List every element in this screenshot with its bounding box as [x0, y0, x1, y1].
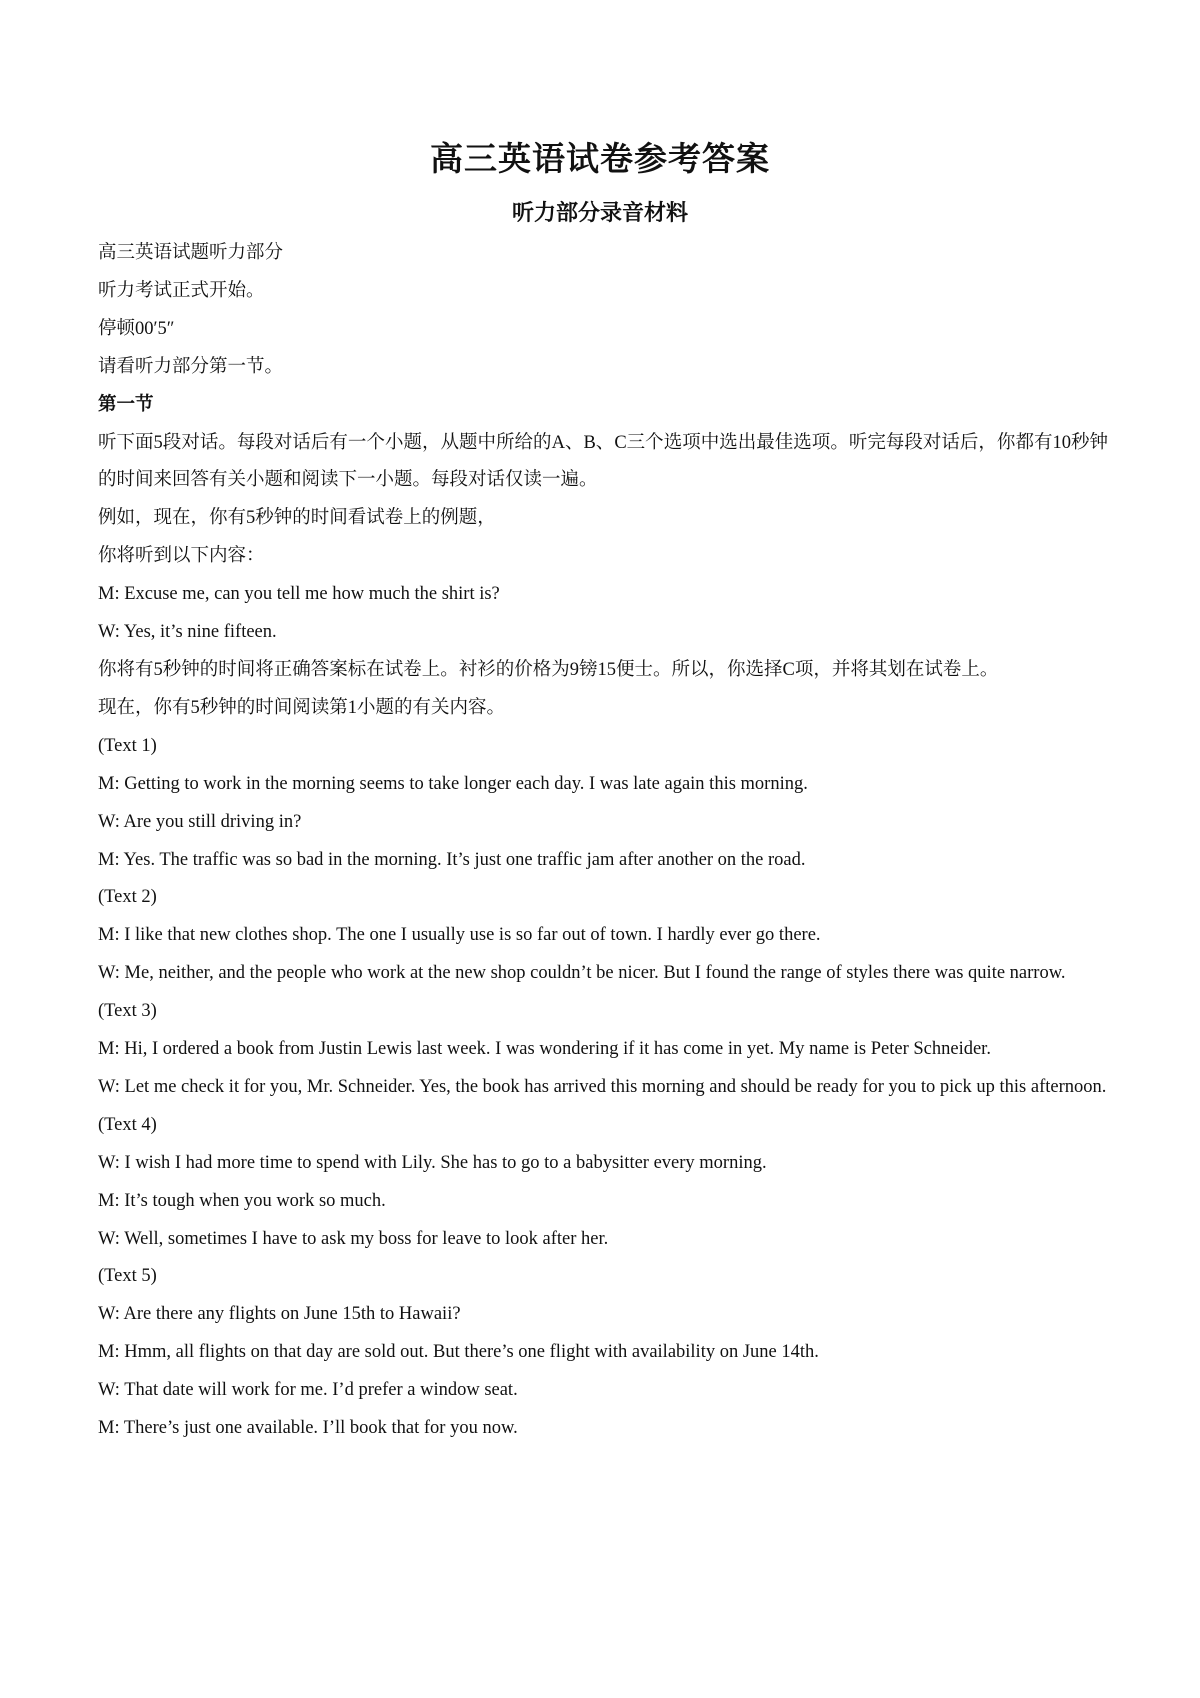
dialogue-line: W: Me, neither, and the people who work at the new shop couldn’t be nicer. But I found the range of styles there was quite narrow.	[98, 963, 1066, 984]
text-label: (Text 3)	[98, 1001, 157, 1022]
dialogue-line: M: Getting to work in the morning seems to take longer each day. I was late again this morning.	[98, 773, 808, 794]
example-line-w: W: Yes, it’s nine fifteen.	[98, 622, 277, 643]
dialogue-line: W: Are you still driving in?	[98, 811, 302, 832]
dialogue-line: W: That date will work for me. I’d prefer a window seat.	[98, 1380, 518, 1401]
intro-start: 听力考试正式开始。	[98, 280, 265, 301]
dialogue-line: M: There’s just one available. I’ll book that for you now.	[98, 1418, 518, 1439]
example-answer: 你将有5秒钟的时间将正确答案标在试卷上。衬衫的价格为9镑15便士。所以，你选择C项，并将其划在试卷上。	[98, 659, 999, 680]
dialogue-line: W: Are there any flights on June 15th to Hawaii?	[98, 1304, 461, 1325]
dialogue-line: W: Let me check it for you, Mr. Schneider. Yes, the book has arrived this morning and should be ready for you to pick up this afternoon.	[98, 1076, 1107, 1097]
dialogue-line: M: Yes. The traffic was so bad in the morning. It’s just one traffic jam after another on the road.	[98, 849, 806, 870]
text-label: (Text 5)	[98, 1266, 157, 1287]
intro-heading: 高三英语试题听力部分	[98, 243, 284, 263]
example-line-m: M: Excuse me, can you tell me how much the shirt is?	[98, 584, 500, 605]
dialogue-line: M: Hmm, all flights on that day are sold out. But there’s one flight with availability on June 14th.	[98, 1342, 819, 1363]
document-subtitle: 听力部分录音材料	[511, 200, 688, 225]
dialogue-line: M: Hi, I ordered a book from Justin Lewis last week. I was wondering if it has come in yet. My name is Peter Schneider.	[98, 1039, 991, 1060]
dialogue-line: M: It’s tough when you work so much.	[98, 1190, 386, 1211]
text-label: (Text 4)	[98, 1114, 157, 1135]
now-read: 现在，你有5秒钟的时间阅读第1小题的有关内容。	[98, 697, 506, 718]
transcript-body	[98, 235, 1108, 1448]
text-label: (Text 2)	[98, 887, 157, 908]
dialogue-line: W: Well, sometimes I have to ask my boss for leave to look after her.	[98, 1228, 609, 1249]
text-label: (Text 1)	[98, 735, 157, 756]
intro-pause: 停顿00′5″	[98, 318, 175, 339]
dialogue-line: M: I like that new clothes shop. The one I usually use is so far out of town. I hardly ever go there.	[98, 925, 821, 946]
section-directions: 听下面5段对话。每段对话后有一个小题，从题中所给的A、B、C三个选项中选出最佳选项。听完每段对话后，你都有10秒钟的时间来回答有关小题和阅读下一小题。每段对话仅读一遍。	[98, 432, 1108, 491]
document-title: 高三英语试卷参考答案	[430, 142, 770, 178]
example-listen: 你将听到以下内容：	[98, 546, 265, 567]
dialogue-line: W: I wish I had more time to spend with Lily. She has to go to a babysitter every morning.	[98, 1152, 767, 1173]
intro-instruction: 请看听力部分第一节。	[98, 356, 284, 377]
section-heading: 第一节	[98, 394, 154, 415]
example-intro: 例如，现在，你有5秒钟的时间看试卷上的例题，	[98, 508, 496, 529]
